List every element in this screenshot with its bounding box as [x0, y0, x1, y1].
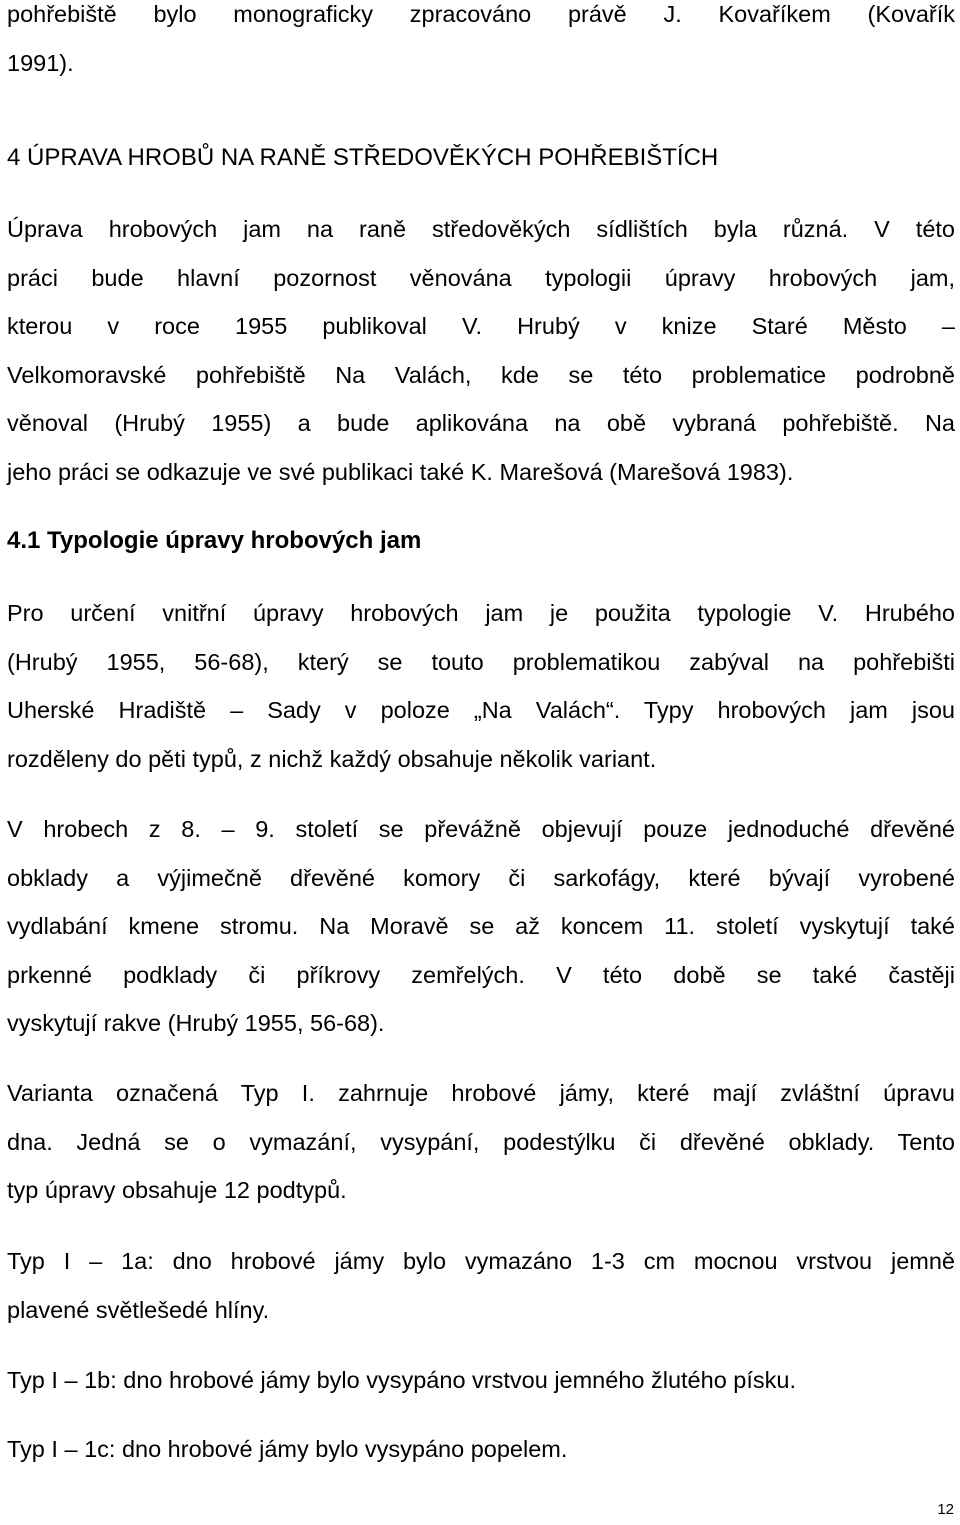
text-line: vyskytují rakve (Hrubý 1955, 56-68).: [7, 1010, 385, 1036]
text-line: 1991).: [7, 49, 74, 76]
page-number: 12: [937, 1501, 954, 1518]
text-line: obklady a výjimečně dřevěné komory či sarkofágy, které bývají vyrobené: [7, 864, 955, 891]
chapter-heading: 4 ÚPRAVA HROBŮ NA RANĚ STŘEDOVĚKÝCH POHŘEBIŠTÍCH: [7, 144, 719, 171]
paragraph-type-1a: [7, 1237, 955, 1334]
text-line: pohřebiště bylo monograficky zpracováno právě J. Kovaříkem (Kovařík: [7, 1, 955, 27]
text-line: Úprava hrobových jam na raně středověkých sídlištích byla různá. V této: [7, 216, 955, 242]
text-line: jeho práci se odkazuje ve své publikaci také K. Marešová (Marešová 1983).: [7, 458, 794, 485]
text-line: Varianta označená Typ I. zahrnuje hrobové jámy, které mají zvláštní úpravu: [7, 1080, 955, 1106]
text-line: Typ I – 1c: dno hrobové jámy bylo vysypáno popelem.: [7, 1436, 568, 1462]
paragraph-type-one: [7, 1069, 955, 1215]
intro-paragraph: [7, 0, 955, 87]
text-line: práci bude hlavní pozornost věnována typologii úpravy hrobových jam,: [7, 264, 955, 291]
text-line: V hrobech z 8. – 9. století se převážně objevují pouze jednoduché dřevěné: [7, 816, 955, 842]
text-line: Velkomoravské pohřebiště Na Valách, kde se této problematice podrobně: [7, 361, 955, 388]
paragraph-type-1b: [7, 1356, 955, 1405]
section-heading: 4.1 Typologie úpravy hrobových jam: [7, 527, 422, 554]
paragraph-type-1c: [7, 1425, 955, 1474]
text-line: věnoval (Hrubý 1955) a bude aplikována na obě vybraná pohřebiště. Na: [7, 410, 955, 436]
text-line: (Hrubý 1955, 56-68), který se touto problematikou zabýval na pohřebišti: [7, 648, 955, 675]
text-line: typ úpravy obsahuje 12 podtypů.: [7, 1177, 347, 1203]
paragraph-typology-intro: [7, 205, 955, 496]
text-line: Typ I – 1a: dno hrobové jámy bylo vymazáno 1-3 cm mocnou vrstvou jemně: [7, 1248, 955, 1274]
paragraph-grave-linings: [7, 805, 955, 1048]
text-line: Uherské Hradiště – Sady v poloze „Na Valách“. Typy hrobových jam jsou: [7, 697, 955, 723]
text-line: kterou v roce 1955 publikoval V. Hrubý v knize Staré Město –: [7, 313, 955, 339]
text-line: rozděleny do pěti typů, z nichž každý obsahuje několik variant.: [7, 745, 657, 772]
paragraph-typology-source: [7, 589, 955, 783]
text-line: prkenné podklady či příkrovy zemřelých. V této době se také častěji: [7, 961, 955, 988]
text-line: Typ I – 1b: dno hrobové jámy bylo vysypáno vrstvou jemného žlutého písku.: [7, 1367, 796, 1393]
text-line: plavené světlešedé hlíny.: [7, 1296, 270, 1323]
text-line: Pro určení vnitřní úpravy hrobových jam je použita typologie V. Hrubého: [7, 600, 955, 626]
text-line: vydlabání kmene stromu. Na Moravě se až koncem 11. století vyskytují také: [7, 913, 955, 939]
text-line: dna. Jedná se o vymazání, vysypání, podestýlku či dřevěné obklady. Tento: [7, 1128, 955, 1155]
